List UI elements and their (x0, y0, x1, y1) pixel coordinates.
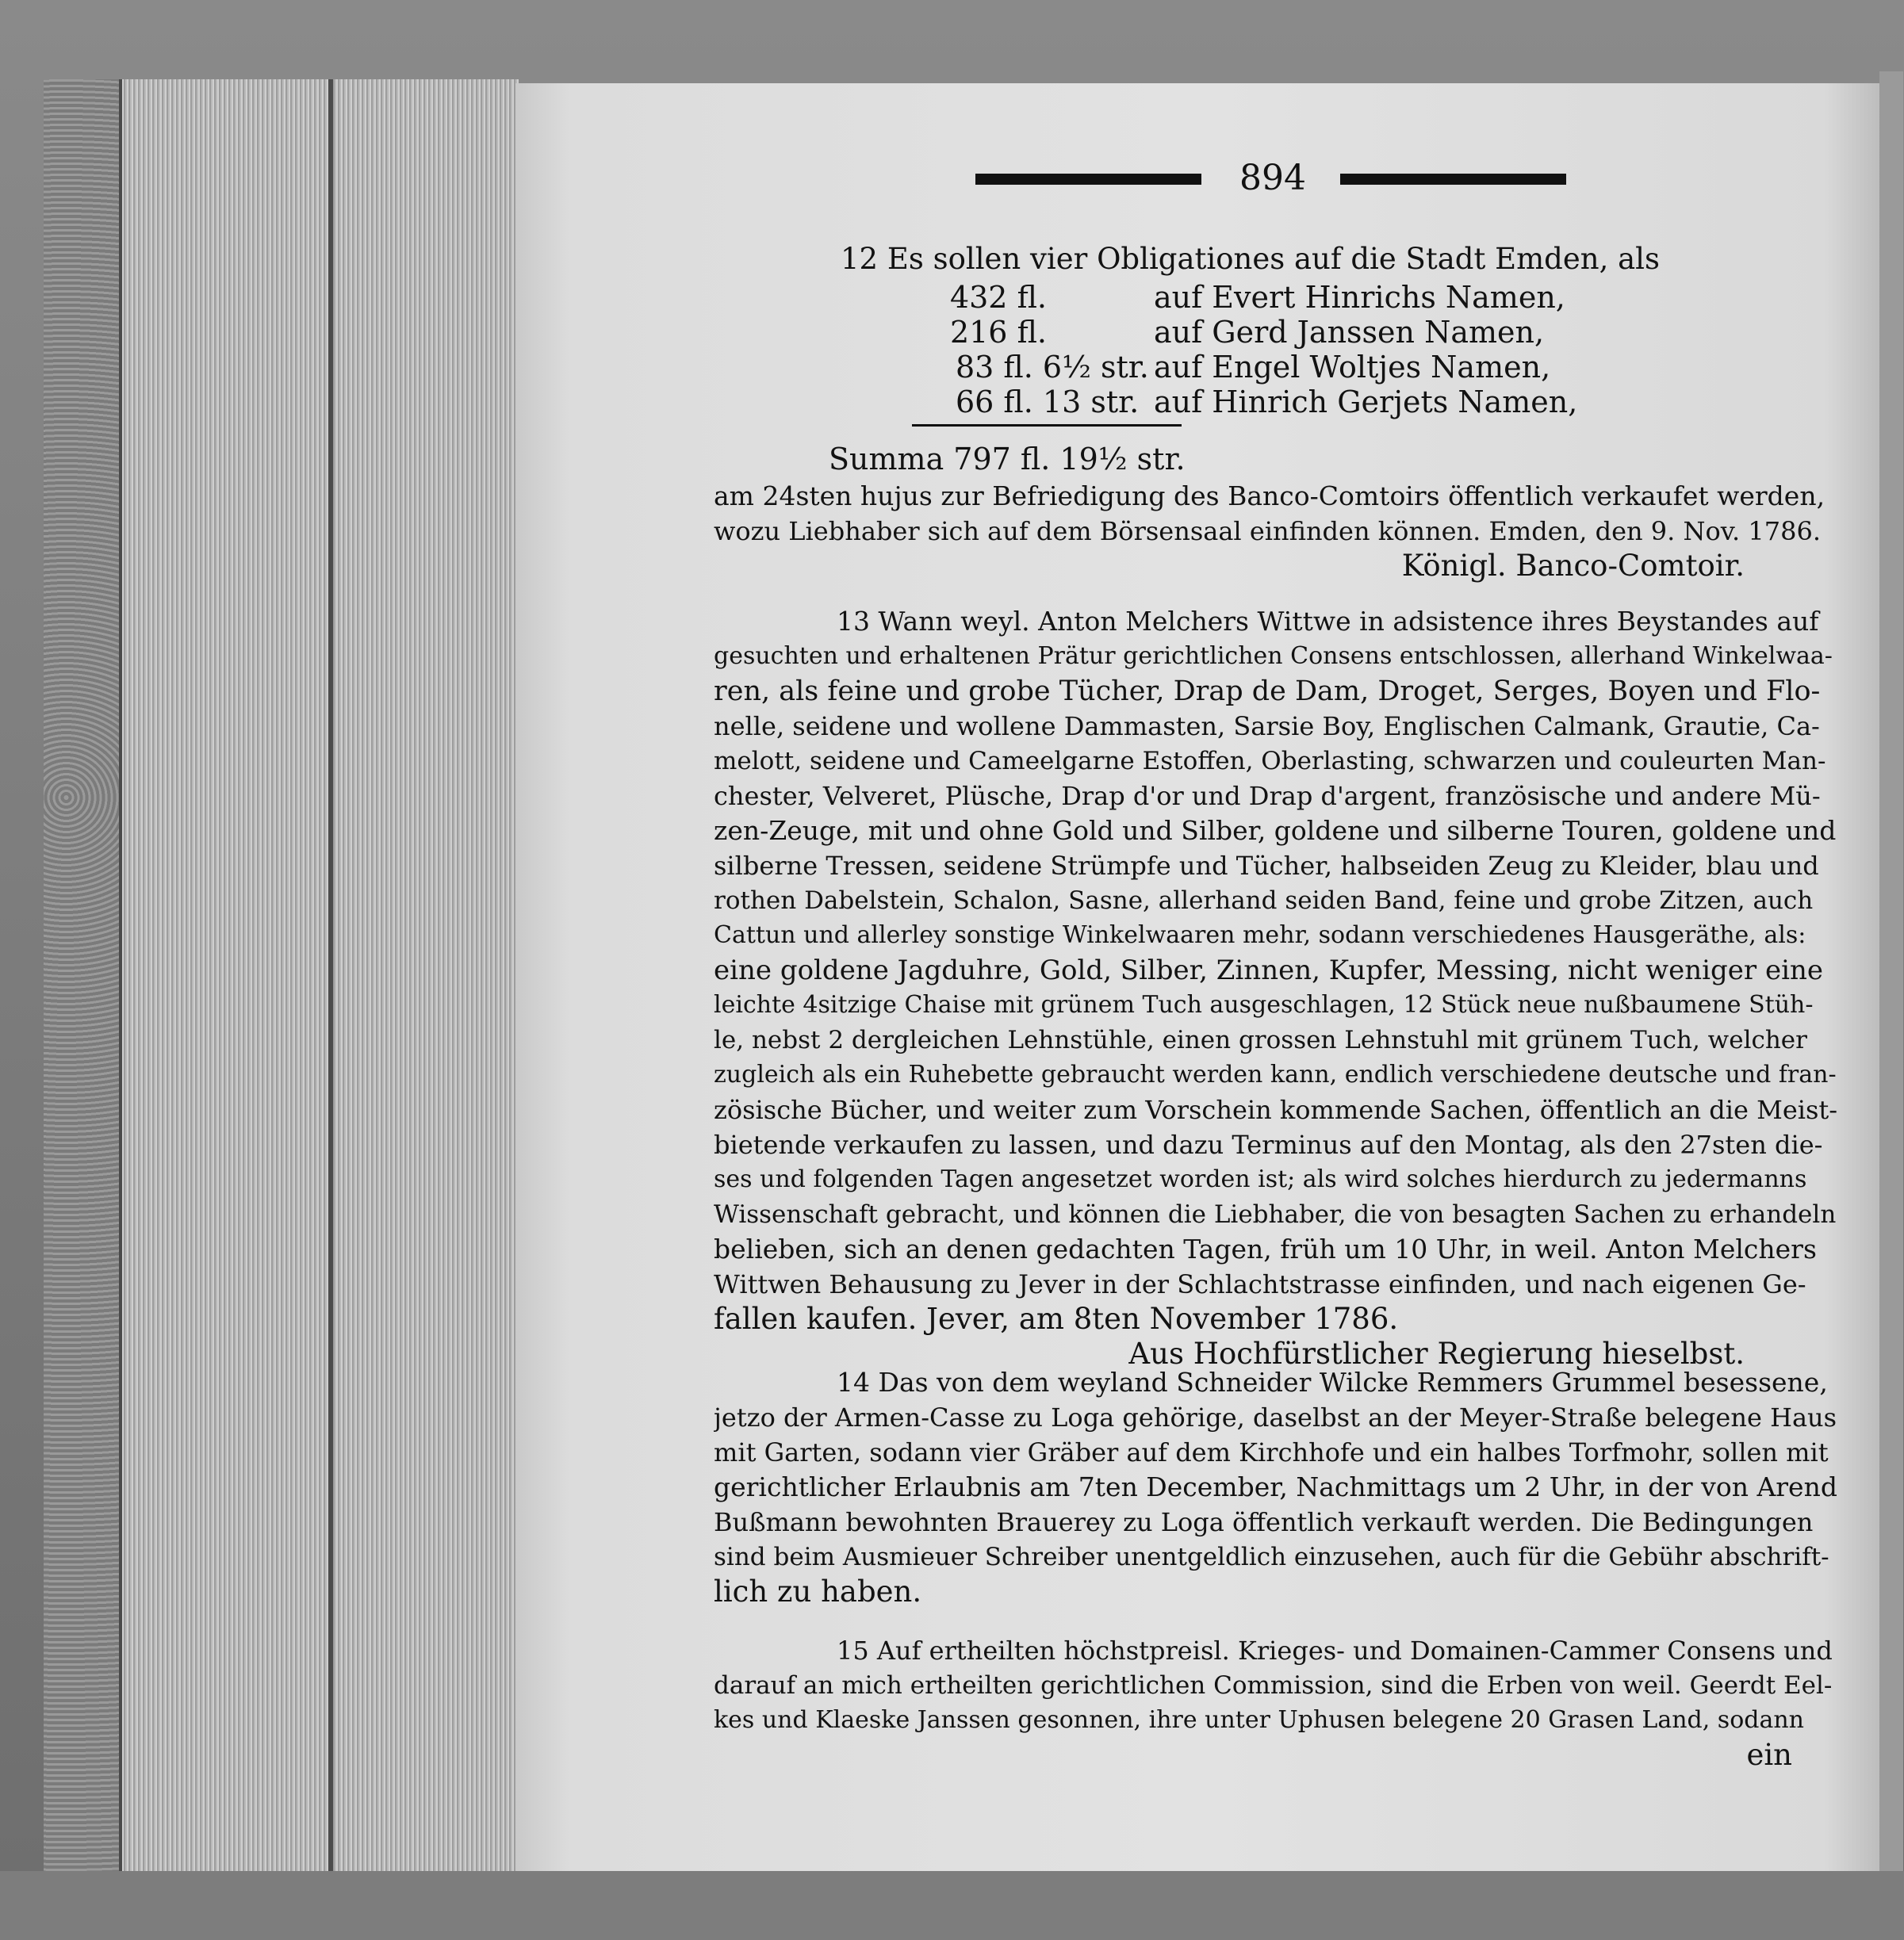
text-line: gesuchten und erhaltenen Prätur gerichtlichen Consens entschlossen, allerhand Winkelwaa- (714, 642, 1833, 670)
text-line: ren, als feine und grobe Tücher, Drap de Dam, Droget, Serges, Boyen und Flo- (714, 675, 1821, 707)
text-line: ses und folgenden Tagen angesetzet worden ist; als wird solches hierdurch zu jedermanns (714, 1165, 1807, 1193)
header-rule-left (975, 174, 1201, 179)
entry-14 (714, 1365, 1840, 1609)
entry-13-signature: Aus Hochfürstlicher Regierung hieselbst. (1128, 1337, 1745, 1371)
obligation-amount: 66 fl. 13 str. (956, 385, 1140, 419)
obligation-amount: 83 fl. 6½ str. (956, 350, 1149, 385)
obligation-name: auf Engel Woltjes Namen, (1154, 350, 1551, 385)
bottom-background (0, 1871, 1904, 1940)
text-line: am 24sten hujus zur Befriedigung des Banco-Comtoirs öffentlich verkaufet werden, (714, 480, 1825, 511)
text-line: 14 Das von dem weyland Schneider Wilcke Remmers Grummel besessene, (837, 1367, 1828, 1398)
entry-12-summa: Summa 797 fl. 19½ str. (829, 442, 1186, 476)
text-line: le, nebst 2 dergleichen Lehnstühle, einen grossen Lehnstuhl mit grünem Tuch, welcher (714, 1026, 1807, 1054)
text-line: kes und Klaeske Janssen gesonnen, ihre unter Uphusen belegene 20 Grasen Land, sodann (714, 1706, 1804, 1734)
text-line: belieben, sich an denen gedachten Tagen, früh um 10 Uhr, in weil. Anton Melchers (714, 1234, 1817, 1265)
entry-12-signature: Königl. Banco-Comtoir. (1401, 549, 1745, 583)
text-line: bietende verkaufen zu lassen, und dazu Terminus auf den Montag, als den 27sten die- (714, 1130, 1823, 1160)
text-line: Wittwen Behausung zu Jever in der Schlachtstrasse einfinden, und nach eigenen Ge- (714, 1269, 1806, 1299)
entry-15 (714, 1633, 1840, 1773)
text-line: Wissenschaft gebracht, und können die Liebhaber, die von besagten Sachen zu erhandeln (714, 1200, 1837, 1229)
text-line: gerichtlicher Erlaubnis am 7ten December, Nachmittags um 2 Uhr, in der von Arend (714, 1471, 1837, 1502)
text-line: 15 Auf ertheilten höchstpreisl. Krieges- und Domainen-Cammer Consens und (837, 1636, 1833, 1666)
obligation-amount: 432 fl. (949, 280, 1047, 315)
text-line: fallen kaufen. Jever, am 8ten November 1786. (714, 1302, 1399, 1336)
text-line: rothen Dabelstein, Schalon, Sasne, allerhand seiden Band, feine und grobe Zitzen, auch (714, 886, 1814, 915)
text-line: leichte 4sitzige Chaise mit grünem Tuch ausgeschlagen, 12 Stück neue nußbaumene Stüh- (714, 991, 1814, 1019)
text-line: nelle, seidene und wollene Dammasten, Sarsie Boy, Englischen Calmank, Grautie, Ca- (714, 711, 1820, 741)
entry-12-intro: 12 Es sollen vier Obligationes auf die Stadt Emden, als (841, 242, 1661, 276)
text-line: eine goldene Jagduhre, Gold, Silber, Zinnen, Kupfer, Messing, nicht weniger eine (714, 955, 1823, 986)
text-line: chester, Velveret, Plüsche, Drap d'or und Drap d'argent, französische und andere Mü- (714, 781, 1821, 811)
text-line: silberne Tressen, seidene Strümpfe und Tücher, halbseiden Zeug zu Kleider, blau und (714, 851, 1819, 881)
entry-12 (714, 242, 1840, 277)
obligation-name: auf Hinrich Gerjets Namen, (1154, 385, 1578, 419)
obligation-name: auf Evert Hinrichs Namen, (1154, 280, 1565, 315)
book-cover-edge (44, 79, 121, 1875)
entry-13 (714, 604, 1840, 1372)
text-line: jetzo der Armen-Casse zu Loga gehörige, daselbst an der Meyer-Straße belegene Haus (714, 1402, 1837, 1433)
text-line: Bußmann bewohnten Brauerey zu Loga öffentlich verkauft werden. Die Bedingungen (714, 1507, 1814, 1537)
text-line: zugleich als ein Ruhebette gebraucht werden kann, endlich verschiedene deutsche und fran- (714, 1061, 1837, 1089)
obligation-amount: 216 fl. (949, 315, 1047, 350)
text-line: 13 Wann weyl. Anton Melchers Wittwe in adsistence ihres Beystandes auf (837, 606, 1819, 637)
text-line: darauf an mich ertheilten gerichtlichen Commission, sind die Erben von weil. Geerdt Eel- (714, 1671, 1833, 1700)
text-line: mit Garten, sodann vier Gräber auf dem Kirchhofe und ein halbes Torfmohr, sollen mit (714, 1437, 1829, 1467)
header-rule-right (1340, 174, 1566, 179)
right-page-edge (1879, 71, 1903, 1871)
text-line: melott, seidene und Cameelgarne Estoffen, Oberlasting, schwarzen und couleurten Man- (714, 747, 1826, 775)
sum-rule (912, 424, 1182, 427)
obligation-name: auf Gerd Janssen Namen, (1154, 315, 1545, 350)
text-line: lich zu haben. (714, 1575, 922, 1609)
catchword: ein (1746, 1738, 1792, 1772)
text-line: zen-Zeuge, mit und ohne Gold und Silber, goldene und silberne Touren, goldene und (714, 815, 1837, 846)
text-line: zösische Bücher, und weiter zum Vorschein kommende Sachen, öffentlich an die Meist- (714, 1095, 1838, 1125)
entry-12-body (714, 479, 1840, 584)
text-line: wozu Liebhaber sich auf dem Börsensaal einfinden können. Emden, den 9. Nov. 1786. (714, 516, 1821, 546)
text-line: Cattun und allerley sonstige Winkelwaaren mehr, sodann verschiedenes Hausgeräthe, als: (714, 921, 1806, 949)
page-header (975, 158, 1586, 202)
page-number: 894 (1239, 158, 1306, 198)
text-line: sind beim Ausmieuer Schreiber unentgeldlich einzusehen, auch für die Gebühr abschrift- (714, 1543, 1829, 1571)
page-edges-stack (119, 79, 519, 1879)
